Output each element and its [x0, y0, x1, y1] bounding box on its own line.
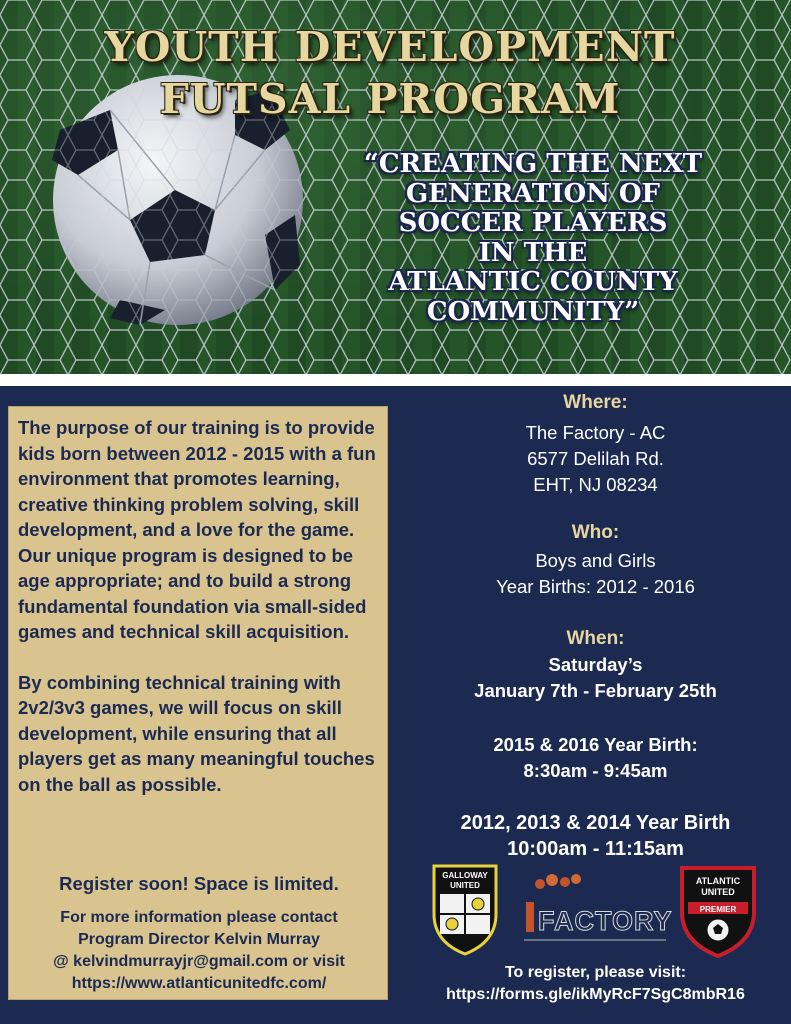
- who-line: Boys and Girls: [535, 550, 656, 571]
- registration-link[interactable]: https://forms.gle/ikMyRcF7SgC8mbR16: [446, 986, 745, 1003]
- contact-line: Program Director Kelvin Murray: [78, 931, 320, 948]
- who-line: Year Births: 2012 - 2016: [496, 576, 695, 597]
- contact-email-line[interactable]: @ kelvindmurrayjr@gmail.com or visit: [53, 953, 345, 970]
- contact-line: For more information please contact: [60, 909, 338, 926]
- quote-line: IN THE: [478, 237, 588, 268]
- group1-label: 2015 & 2016 Year Birth:: [493, 734, 698, 755]
- register-soon-note: Register soon! Space is limited.: [59, 873, 339, 894]
- where-line: EHT, NJ 08234: [533, 474, 658, 495]
- program-description-box: [8, 406, 388, 1000]
- galloway-text-2: UNITED: [450, 881, 480, 890]
- quote-line: ATLANTIC COUNTY: [388, 267, 678, 297]
- group1-time: 8:30am - 9:45am: [523, 760, 668, 781]
- group2-time: 10:00am - 11:15am: [507, 838, 684, 860]
- schedule-group-1: [410, 732, 781, 784]
- when-section: [410, 628, 781, 704]
- title-line-1: YOUTH DEVELOPMENT: [104, 23, 676, 71]
- where-heading: Where:: [563, 392, 628, 413]
- quote-line: COMMUNITY”: [426, 296, 640, 327]
- atlantic-text-1: ATLANTIC: [695, 876, 741, 886]
- who-heading: Who:: [571, 522, 620, 543]
- program-description: [18, 415, 383, 797]
- when-day: Saturday’s: [548, 654, 643, 675]
- quote-line: SOCCER PLAYERS: [398, 208, 668, 238]
- galloway-united-logo: [434, 866, 496, 954]
- quote-line: “CREATING THE NEXT: [363, 149, 703, 179]
- tagline-quote: [338, 150, 728, 327]
- white-divider: [0, 374, 791, 386]
- factory-text: FACTORY: [538, 906, 673, 936]
- register-label: To register, please visit:: [504, 964, 687, 981]
- group2-label: 2012, 2013 & 2014 Year Birth: [460, 812, 731, 834]
- who-section: [410, 522, 781, 600]
- title-line-2: FUTSAL PROGRAM: [159, 75, 621, 123]
- the-factory-logo: [524, 874, 673, 940]
- schedule-group-2: [410, 810, 781, 862]
- where-line: The Factory - AC: [525, 422, 666, 443]
- contact-website-link[interactable]: https://www.atlanticunitedfc.com/: [71, 975, 327, 992]
- atlantic-ribbon-text: PREMIER: [699, 905, 737, 914]
- where-line: 6577 Delilah Rd.: [527, 448, 664, 469]
- contact-info: [9, 907, 389, 995]
- where-section: [410, 392, 781, 498]
- galloway-text-1: GALLOWAY: [442, 871, 488, 880]
- description-paragraph-2: By combining technical training with 2v2/3v3 games, we will focus on skill development, while ensuring that all players get as many meaningful touches on the ball as possible.: [18, 671, 375, 795]
- quote-line: GENERATION OF: [405, 178, 661, 209]
- sponsor-logos: [420, 862, 770, 958]
- when-dates: January 7th - February 25th: [474, 680, 717, 701]
- atlantic-united-logo: [682, 868, 754, 956]
- atlantic-text-2: UNITED: [701, 887, 735, 897]
- description-paragraph-1: The purpose of our training is to provide kids born between 2012 - 2015 with a fun environment that promotes learning, creative thinking problem solving, skill development, and a love for the game. Our unique program is designed to be age appropriate; and to build a strong fundamental foundation via small-sided games and technical skill acquisition.: [18, 417, 376, 642]
- hero-banner: [0, 0, 791, 378]
- when-heading: When:: [566, 628, 625, 649]
